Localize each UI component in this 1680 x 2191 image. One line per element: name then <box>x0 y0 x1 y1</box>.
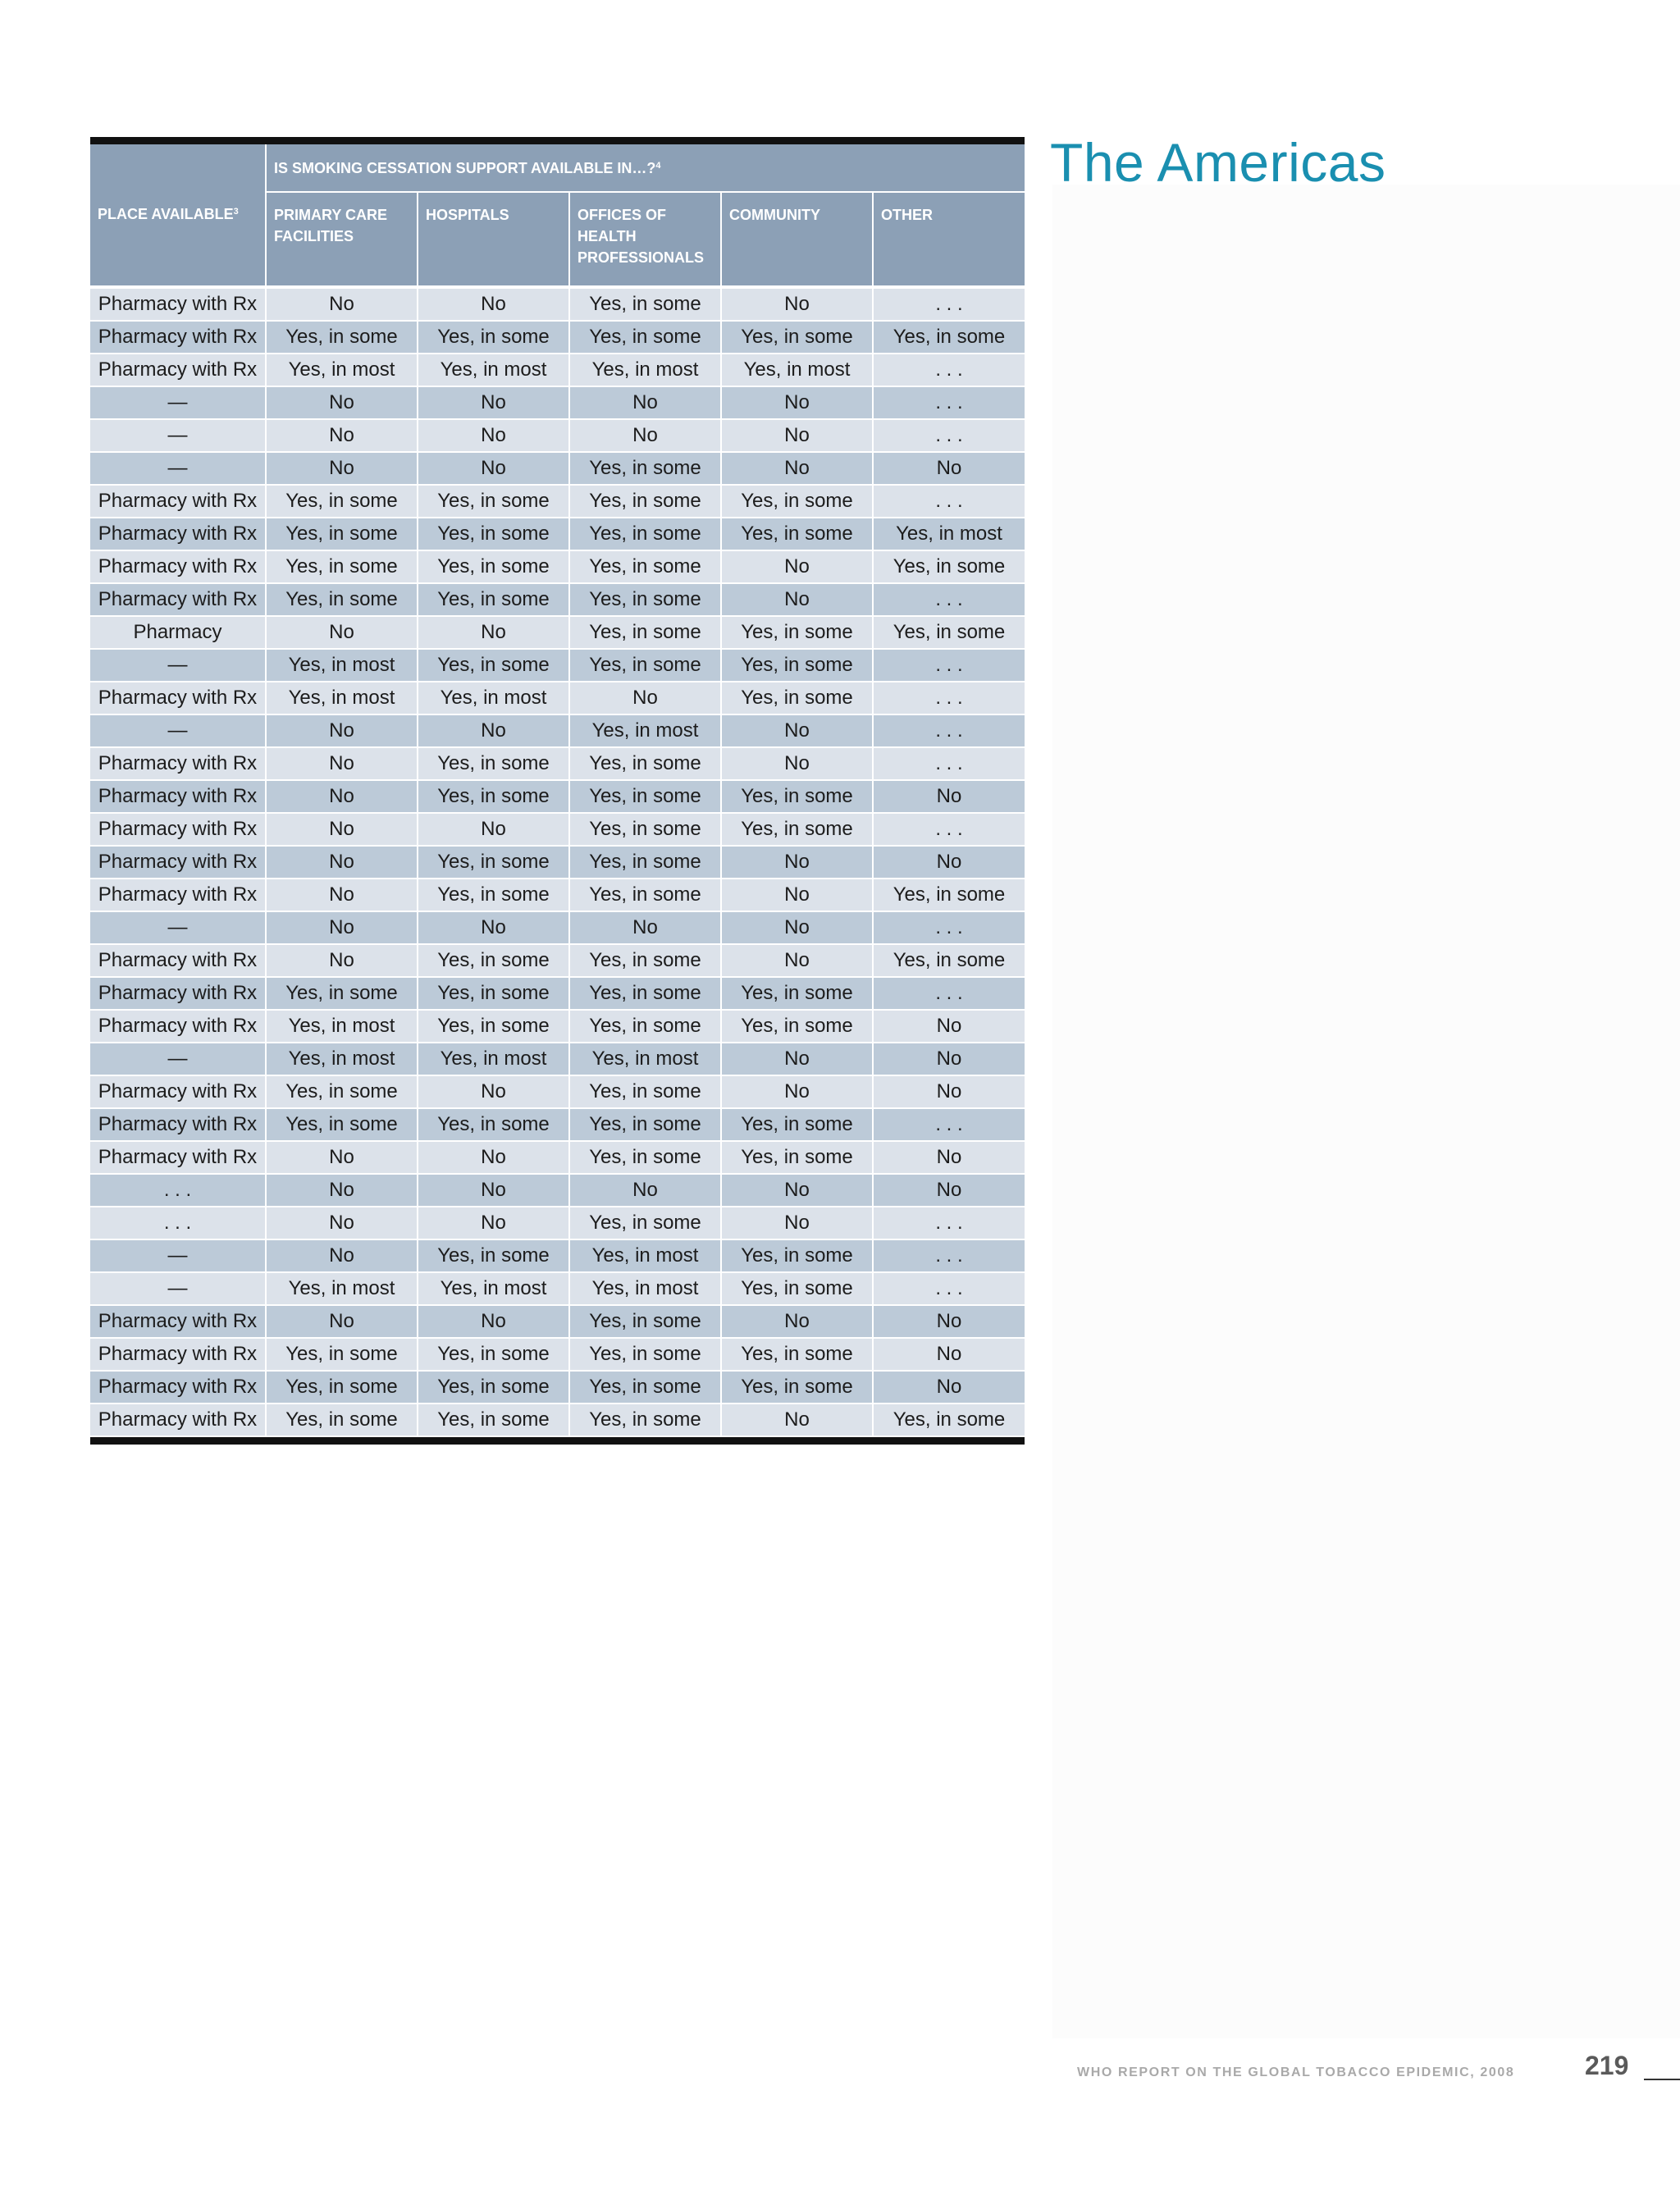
hospitals-cell: Yes, in some <box>418 1108 569 1141</box>
other-cell: No <box>873 1174 1025 1207</box>
primary-care-cell: Yes, in most <box>266 649 418 682</box>
place-cell: Pharmacy with Rx <box>90 583 266 616</box>
primary-care-cell: Yes, in some <box>266 1371 418 1404</box>
table-row <box>90 1207 1025 1239</box>
community-cell: Yes, in some <box>721 977 873 1010</box>
primary-care-cell: No <box>266 846 418 879</box>
table-row <box>90 289 1025 321</box>
offices-cell: No <box>569 1174 721 1207</box>
column-header-primary-care: PRIMARY CARE FACILITIES <box>266 192 418 285</box>
other-cell: . . . <box>873 747 1025 780</box>
primary-care-cell: No <box>266 813 418 846</box>
place-cell: Pharmacy with Rx <box>90 1371 266 1404</box>
super-header <box>266 144 1025 192</box>
place-cell: Pharmacy with Rx <box>90 879 266 911</box>
hospitals-cell: Yes, in some <box>418 780 569 813</box>
hospitals-cell: Yes, in some <box>418 977 569 1010</box>
table-row <box>90 1305 1025 1338</box>
table-row <box>90 354 1025 386</box>
place-cell: Pharmacy <box>90 616 266 649</box>
other-cell: . . . <box>873 649 1025 682</box>
column-header-hospitals: HOSPITALS <box>418 192 569 285</box>
hospitals-cell: Yes, in some <box>418 1010 569 1043</box>
hospitals-cell: No <box>418 1075 569 1108</box>
other-cell: . . . <box>873 813 1025 846</box>
hospitals-cell: No <box>418 813 569 846</box>
table-row <box>90 518 1025 550</box>
place-cell: — <box>90 386 266 419</box>
primary-care-cell: Yes, in some <box>266 321 418 354</box>
primary-care-cell: Yes, in some <box>266 518 418 550</box>
table-row <box>90 1075 1025 1108</box>
primary-care-cell: No <box>266 452 418 485</box>
offices-cell: No <box>569 386 721 419</box>
community-cell: No <box>721 747 873 780</box>
side-panel-background <box>1052 185 1680 2038</box>
offices-cell: Yes, in some <box>569 1371 721 1404</box>
primary-care-cell: No <box>266 780 418 813</box>
place-cell: . . . <box>90 1207 266 1239</box>
community-cell: Yes, in some <box>721 1338 873 1371</box>
hospitals-cell: No <box>418 1141 569 1174</box>
region-title: The Americas <box>1050 132 1386 193</box>
primary-care-cell: Yes, in most <box>266 1272 418 1305</box>
table-row <box>90 321 1025 354</box>
place-cell: — <box>90 452 266 485</box>
hospitals-cell: Yes, in most <box>418 682 569 714</box>
hospitals-cell: Yes, in some <box>418 944 569 977</box>
primary-care-cell: Yes, in some <box>266 1108 418 1141</box>
place-cell: Pharmacy with Rx <box>90 550 266 583</box>
community-cell: No <box>721 944 873 977</box>
offices-cell: No <box>569 419 721 452</box>
community-cell: No <box>721 1043 873 1075</box>
table-bottom-rule <box>90 1437 1025 1445</box>
other-cell: Yes, in most <box>873 518 1025 550</box>
table-row <box>90 550 1025 583</box>
community-cell: Yes, in some <box>721 1272 873 1305</box>
table-row <box>90 747 1025 780</box>
other-cell: . . . <box>873 911 1025 944</box>
primary-care-cell: Yes, in most <box>266 1043 418 1075</box>
community-cell: No <box>721 583 873 616</box>
other-cell: Yes, in some <box>873 1404 1025 1436</box>
cessation-support-table-container <box>90 137 1025 1445</box>
other-cell: Yes, in some <box>873 944 1025 977</box>
community-cell: Yes, in some <box>721 321 873 354</box>
place-cell: Pharmacy with Rx <box>90 747 266 780</box>
place-cell: — <box>90 1239 266 1272</box>
table-row <box>90 879 1025 911</box>
other-cell: . . . <box>873 1207 1025 1239</box>
place-cell: Pharmacy with Rx <box>90 944 266 977</box>
offices-cell: Yes, in some <box>569 289 721 321</box>
offices-cell: Yes, in some <box>569 1141 721 1174</box>
other-cell: . . . <box>873 386 1025 419</box>
footer-report-title: WHO REPORT ON THE GLOBAL TOBACCO EPIDEMIC, 2008 <box>1077 2065 1515 2079</box>
hospitals-cell: No <box>418 386 569 419</box>
other-cell: . . . <box>873 583 1025 616</box>
place-cell: Pharmacy with Rx <box>90 977 266 1010</box>
offices-cell: No <box>569 682 721 714</box>
community-cell: Yes, in some <box>721 518 873 550</box>
community-cell: Yes, in some <box>721 682 873 714</box>
offices-cell: Yes, in some <box>569 780 721 813</box>
offices-cell: Yes, in some <box>569 747 721 780</box>
table-row <box>90 1404 1025 1436</box>
offices-cell: Yes, in most <box>569 1272 721 1305</box>
table-row <box>90 1371 1025 1404</box>
hospitals-cell: No <box>418 1305 569 1338</box>
hospitals-cell: Yes, in some <box>418 1239 569 1272</box>
page-number-rule <box>1644 2079 1680 2080</box>
other-cell: . . . <box>873 354 1025 386</box>
offices-cell: Yes, in some <box>569 583 721 616</box>
hospitals-cell: Yes, in some <box>418 649 569 682</box>
primary-care-cell: No <box>266 616 418 649</box>
place-cell: — <box>90 1043 266 1075</box>
table-row <box>90 977 1025 1010</box>
primary-care-cell: No <box>266 386 418 419</box>
page-number: 219 <box>1585 2051 1629 2080</box>
primary-care-cell: Yes, in some <box>266 977 418 1010</box>
community-cell: No <box>721 879 873 911</box>
offices-cell: Yes, in most <box>569 1043 721 1075</box>
place-cell: — <box>90 1272 266 1305</box>
place-header-text: PLACE AVAILABLE <box>98 206 234 222</box>
offices-cell: Yes, in some <box>569 1338 721 1371</box>
hospitals-cell: Yes, in most <box>418 1043 569 1075</box>
community-cell: No <box>721 289 873 321</box>
other-cell: No <box>873 1010 1025 1043</box>
primary-care-cell: No <box>266 944 418 977</box>
community-cell: Yes, in some <box>721 485 873 518</box>
hospitals-cell: No <box>418 714 569 747</box>
offices-cell: Yes, in some <box>569 485 721 518</box>
community-cell: No <box>721 911 873 944</box>
column-header-community: COMMUNITY <box>721 192 873 285</box>
hospitals-cell: No <box>418 1174 569 1207</box>
other-cell: Yes, in some <box>873 879 1025 911</box>
primary-care-cell: No <box>266 1305 418 1338</box>
place-cell: Pharmacy with Rx <box>90 1305 266 1338</box>
table-row <box>90 911 1025 944</box>
table-row <box>90 682 1025 714</box>
place-header-footnote: 3 <box>233 207 239 217</box>
column-header-other: OTHER <box>873 192 1025 285</box>
table-row <box>90 1239 1025 1272</box>
table-row <box>90 780 1025 813</box>
other-cell: . . . <box>873 485 1025 518</box>
table-row <box>90 846 1025 879</box>
hospitals-cell: Yes, in some <box>418 583 569 616</box>
offices-cell: Yes, in some <box>569 321 721 354</box>
table-row <box>90 452 1025 485</box>
table-row <box>90 485 1025 518</box>
community-cell: Yes, in some <box>721 1108 873 1141</box>
primary-care-cell: No <box>266 419 418 452</box>
table-row <box>90 1108 1025 1141</box>
table-top-rule <box>90 137 1025 144</box>
offices-cell: Yes, in some <box>569 649 721 682</box>
place-cell: Pharmacy with Rx <box>90 1404 266 1436</box>
primary-care-cell: No <box>266 1207 418 1239</box>
offices-cell: Yes, in some <box>569 977 721 1010</box>
hospitals-cell: Yes, in some <box>418 879 569 911</box>
primary-care-cell: Yes, in some <box>266 550 418 583</box>
primary-care-cell: No <box>266 1174 418 1207</box>
offices-cell: Yes, in some <box>569 616 721 649</box>
hospitals-cell: Yes, in some <box>418 1404 569 1436</box>
other-cell: No <box>873 780 1025 813</box>
community-cell: Yes, in some <box>721 649 873 682</box>
table-row <box>90 386 1025 419</box>
table-row <box>90 616 1025 649</box>
table-row <box>90 583 1025 616</box>
community-cell: Yes, in some <box>721 780 873 813</box>
community-cell: No <box>721 386 873 419</box>
table-row <box>90 714 1025 747</box>
community-cell: No <box>721 1075 873 1108</box>
place-cell: Pharmacy with Rx <box>90 1108 266 1141</box>
primary-care-cell: No <box>266 714 418 747</box>
offices-cell: Yes, in some <box>569 944 721 977</box>
hospitals-cell: Yes, in some <box>418 1338 569 1371</box>
place-cell: Pharmacy with Rx <box>90 518 266 550</box>
hospitals-cell: No <box>418 616 569 649</box>
other-cell: No <box>873 1305 1025 1338</box>
offices-cell: Yes, in some <box>569 1075 721 1108</box>
community-cell: No <box>721 550 873 583</box>
hospitals-cell: Yes, in some <box>418 550 569 583</box>
place-cell: Pharmacy with Rx <box>90 1010 266 1043</box>
primary-care-cell: Yes, in most <box>266 354 418 386</box>
hospitals-cell: Yes, in most <box>418 354 569 386</box>
community-cell: No <box>721 1404 873 1436</box>
hospitals-cell: Yes, in some <box>418 846 569 879</box>
primary-care-cell: Yes, in most <box>266 682 418 714</box>
community-cell: Yes, in some <box>721 1371 873 1404</box>
community-cell: No <box>721 419 873 452</box>
hospitals-cell: Yes, in some <box>418 518 569 550</box>
community-cell: No <box>721 452 873 485</box>
offices-cell: Yes, in most <box>569 714 721 747</box>
table-row <box>90 1338 1025 1371</box>
other-cell: . . . <box>873 1108 1025 1141</box>
place-cell: Pharmacy with Rx <box>90 1075 266 1108</box>
offices-cell: Yes, in some <box>569 879 721 911</box>
community-cell: Yes, in some <box>721 813 873 846</box>
hospitals-cell: No <box>418 452 569 485</box>
hospitals-cell: Yes, in some <box>418 485 569 518</box>
place-cell: Pharmacy with Rx <box>90 321 266 354</box>
other-cell: No <box>873 846 1025 879</box>
table-row <box>90 419 1025 452</box>
community-cell: No <box>721 1174 873 1207</box>
community-cell: No <box>721 1305 873 1338</box>
other-cell: . . . <box>873 419 1025 452</box>
primary-care-cell: No <box>266 911 418 944</box>
offices-cell: Yes, in most <box>569 1239 721 1272</box>
community-cell: Yes, in some <box>721 1010 873 1043</box>
primary-care-cell: Yes, in most <box>266 1010 418 1043</box>
place-cell: — <box>90 419 266 452</box>
place-cell: Pharmacy with Rx <box>90 1141 266 1174</box>
offices-cell: Yes, in some <box>569 550 721 583</box>
other-cell: . . . <box>873 682 1025 714</box>
other-cell: No <box>873 1075 1025 1108</box>
super-header-footnote: 4 <box>655 160 661 171</box>
column-header-offices-health-professionals: OFFICES OF HEALTH PROFESSIONALS <box>569 192 721 285</box>
other-cell: No <box>873 1043 1025 1075</box>
column-header-place <box>90 192 266 285</box>
offices-cell: Yes, in some <box>569 452 721 485</box>
offices-cell: Yes, in some <box>569 1010 721 1043</box>
primary-care-cell: Yes, in some <box>266 583 418 616</box>
community-cell: Yes, in some <box>721 1239 873 1272</box>
hospitals-cell: Yes, in some <box>418 1371 569 1404</box>
offices-cell: Yes, in some <box>569 1404 721 1436</box>
other-cell: . . . <box>873 977 1025 1010</box>
other-cell: . . . <box>873 289 1025 321</box>
community-cell: Yes, in some <box>721 616 873 649</box>
offices-cell: Yes, in some <box>569 813 721 846</box>
table-row <box>90 1272 1025 1305</box>
other-cell: No <box>873 452 1025 485</box>
primary-care-cell: No <box>266 1239 418 1272</box>
other-cell: . . . <box>873 1239 1025 1272</box>
table-row <box>90 1010 1025 1043</box>
place-cell: Pharmacy with Rx <box>90 813 266 846</box>
community-cell: No <box>721 846 873 879</box>
primary-care-cell: No <box>266 289 418 321</box>
place-cell: Pharmacy with Rx <box>90 682 266 714</box>
hospitals-cell: No <box>418 289 569 321</box>
place-cell: — <box>90 649 266 682</box>
primary-care-cell: Yes, in some <box>266 1338 418 1371</box>
primary-care-cell: Yes, in some <box>266 1404 418 1436</box>
table-row <box>90 813 1025 846</box>
other-cell: No <box>873 1141 1025 1174</box>
table-row <box>90 1043 1025 1075</box>
place-cell: — <box>90 714 266 747</box>
offices-cell: Yes, in some <box>569 1108 721 1141</box>
place-cell: . . . <box>90 1174 266 1207</box>
primary-care-cell: No <box>266 1141 418 1174</box>
primary-care-cell: No <box>266 879 418 911</box>
hospitals-cell: Yes, in some <box>418 747 569 780</box>
table-body <box>90 285 1025 1436</box>
other-cell: Yes, in some <box>873 321 1025 354</box>
community-cell: Yes, in some <box>721 1141 873 1174</box>
place-cell: Pharmacy with Rx <box>90 354 266 386</box>
primary-care-cell: No <box>266 747 418 780</box>
offices-cell: Yes, in some <box>569 846 721 879</box>
hospitals-cell: Yes, in some <box>418 321 569 354</box>
other-cell: No <box>873 1338 1025 1371</box>
hospitals-cell: No <box>418 419 569 452</box>
super-header-text: IS SMOKING CESSATION SUPPORT AVAILABLE IN…? <box>274 159 656 176</box>
offices-cell: Yes, in some <box>569 1305 721 1338</box>
primary-care-cell: Yes, in some <box>266 485 418 518</box>
table-row <box>90 649 1025 682</box>
hospitals-cell: Yes, in most <box>418 1272 569 1305</box>
place-cell: — <box>90 911 266 944</box>
place-cell: Pharmacy with Rx <box>90 1338 266 1371</box>
community-cell: No <box>721 1207 873 1239</box>
header-blank-cell <box>90 144 266 192</box>
table-row <box>90 1141 1025 1174</box>
offices-cell: No <box>569 911 721 944</box>
offices-cell: Yes, in some <box>569 518 721 550</box>
hospitals-cell: No <box>418 1207 569 1239</box>
primary-care-cell: Yes, in some <box>266 1075 418 1108</box>
offices-cell: Yes, in some <box>569 1207 721 1239</box>
community-cell: No <box>721 714 873 747</box>
other-cell: . . . <box>873 714 1025 747</box>
cessation-support-table <box>90 144 1025 1437</box>
community-cell: Yes, in most <box>721 354 873 386</box>
other-cell: No <box>873 1371 1025 1404</box>
place-cell: Pharmacy with Rx <box>90 485 266 518</box>
place-cell: Pharmacy with Rx <box>90 780 266 813</box>
table-row <box>90 1174 1025 1207</box>
place-cell: Pharmacy with Rx <box>90 289 266 321</box>
other-cell: Yes, in some <box>873 550 1025 583</box>
hospitals-cell: No <box>418 911 569 944</box>
table-row <box>90 944 1025 977</box>
other-cell: Yes, in some <box>873 616 1025 649</box>
offices-cell: Yes, in most <box>569 354 721 386</box>
other-cell: . . . <box>873 1272 1025 1305</box>
place-cell: Pharmacy with Rx <box>90 846 266 879</box>
